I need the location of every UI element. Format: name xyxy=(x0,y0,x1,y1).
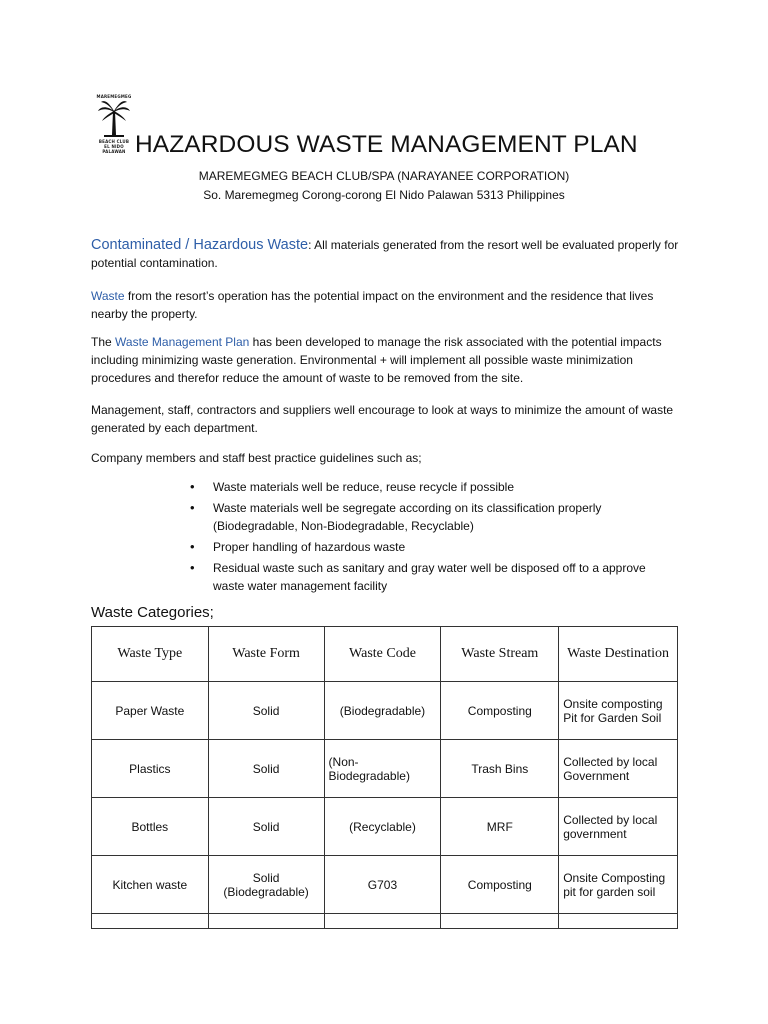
table-cell: MRF xyxy=(441,798,559,856)
table-cell: Solid xyxy=(208,740,324,798)
table-row xyxy=(92,798,678,856)
plan-pre: The xyxy=(91,335,116,349)
table-cell: Collected by local government xyxy=(559,798,678,856)
table-cell: Solid xyxy=(208,798,324,856)
header-cell: Waste Code xyxy=(324,627,441,682)
list-item: • Residual waste such as sanitary and gray water well be disposed off to a approve waste water management facility xyxy=(180,559,680,595)
table-cell: Composting xyxy=(441,682,559,740)
table-cell: Onsite Composting pit for garden soil xyxy=(559,856,678,914)
table-row xyxy=(92,856,678,914)
table-row-empty xyxy=(92,914,678,929)
table-cell: Trash Bins xyxy=(441,740,559,798)
header-cell: Waste Destination xyxy=(559,627,678,682)
list-item: • Waste materials well be segregate according on its classification properly (Biodegradable, Non-Biodegradable, Recyclable) xyxy=(180,499,680,535)
company-name: MAREMEGMEG BEACH CLUB/SPA (NARAYANEE CORPORATION) xyxy=(198,169,570,183)
company-logo xyxy=(92,94,136,158)
palm-tree-icon xyxy=(96,99,132,139)
plan-text: has been developed to manage the risk associated with the potential impacts including minimizing waste generation. Environmental + will implement all possible waste minimization procedures and therefor reduce the amount of waste to be removed from the site. xyxy=(91,335,662,385)
paragraph-guidelines: Company members and staff best practice guidelines such as; xyxy=(91,451,422,465)
header-cell: Waste Stream xyxy=(441,627,559,682)
table-cell: (Recyclable) xyxy=(324,798,441,856)
table-cell: (Non-Biodegradable) xyxy=(324,740,441,798)
contaminated-heading: Contaminated / Hazardous Waste xyxy=(91,237,309,253)
categories-title: Waste Categories; xyxy=(91,604,214,621)
table-cell: Onsite composting Pit for Garden Soil xyxy=(559,682,678,740)
logo-bottom-text: EL NIDO PALAWAN xyxy=(102,144,126,154)
logo-top-text: MAREMEGMEG xyxy=(96,94,132,99)
logo-mid-text: BEACH CLUB xyxy=(98,139,130,144)
table-cell: Solid (Biodegradable) xyxy=(208,856,324,914)
table-cell: Plastics xyxy=(92,740,209,798)
table-cell: Collected by local Government xyxy=(559,740,678,798)
table-cell-empty xyxy=(324,914,441,929)
waste-highlight: Waste xyxy=(91,289,125,303)
waste-text: from the resort’s operation has the potential impact on the environment and the residence that lives nearby the property. xyxy=(91,289,654,321)
table-cell: G703 xyxy=(324,856,441,914)
header-cell: Waste Form xyxy=(208,627,324,682)
table-cell: Bottles xyxy=(92,798,209,856)
table-cell: Paper Waste xyxy=(92,682,209,740)
paragraph-management: Management, staff, contractors and suppliers well encourage to look at ways to minimize the amount of waste generated by each department. xyxy=(91,403,674,435)
paragraph-plan xyxy=(91,333,681,387)
paragraph-waste xyxy=(91,287,681,323)
table-cell-empty xyxy=(441,914,559,929)
table-cell-empty xyxy=(208,914,324,929)
table-cell: Composting xyxy=(441,856,559,914)
list-item: • Proper handling of hazardous waste xyxy=(180,538,680,556)
list-item: • Waste materials well be reduce, reuse recycle if possible xyxy=(180,478,680,496)
table-cell-empty xyxy=(559,914,678,929)
table-header-row xyxy=(92,627,678,682)
company-address: So. Maremegmeg Corong-corong El Nido Palawan 5313 Philippines xyxy=(203,188,565,202)
table-cell: Solid xyxy=(208,682,324,740)
table-cell: (Biodegradable) xyxy=(324,682,441,740)
plan-highlight: Waste Management Plan xyxy=(115,335,250,349)
table-cell-empty xyxy=(92,914,209,929)
contaminated-text: : All materials generated from the resort well be evaluated properly for potential contamination. xyxy=(91,238,679,270)
paragraph-contaminated xyxy=(91,236,681,272)
guidelines-list xyxy=(180,478,680,598)
table-row xyxy=(92,682,678,740)
page-title: HAZARDOUS WASTE MANAGEMENT PLAN xyxy=(135,131,638,158)
table-cell: Kitchen waste xyxy=(92,856,209,914)
table-row xyxy=(92,740,678,798)
waste-categories-table xyxy=(91,626,678,929)
header-cell: Waste Type xyxy=(92,627,209,682)
